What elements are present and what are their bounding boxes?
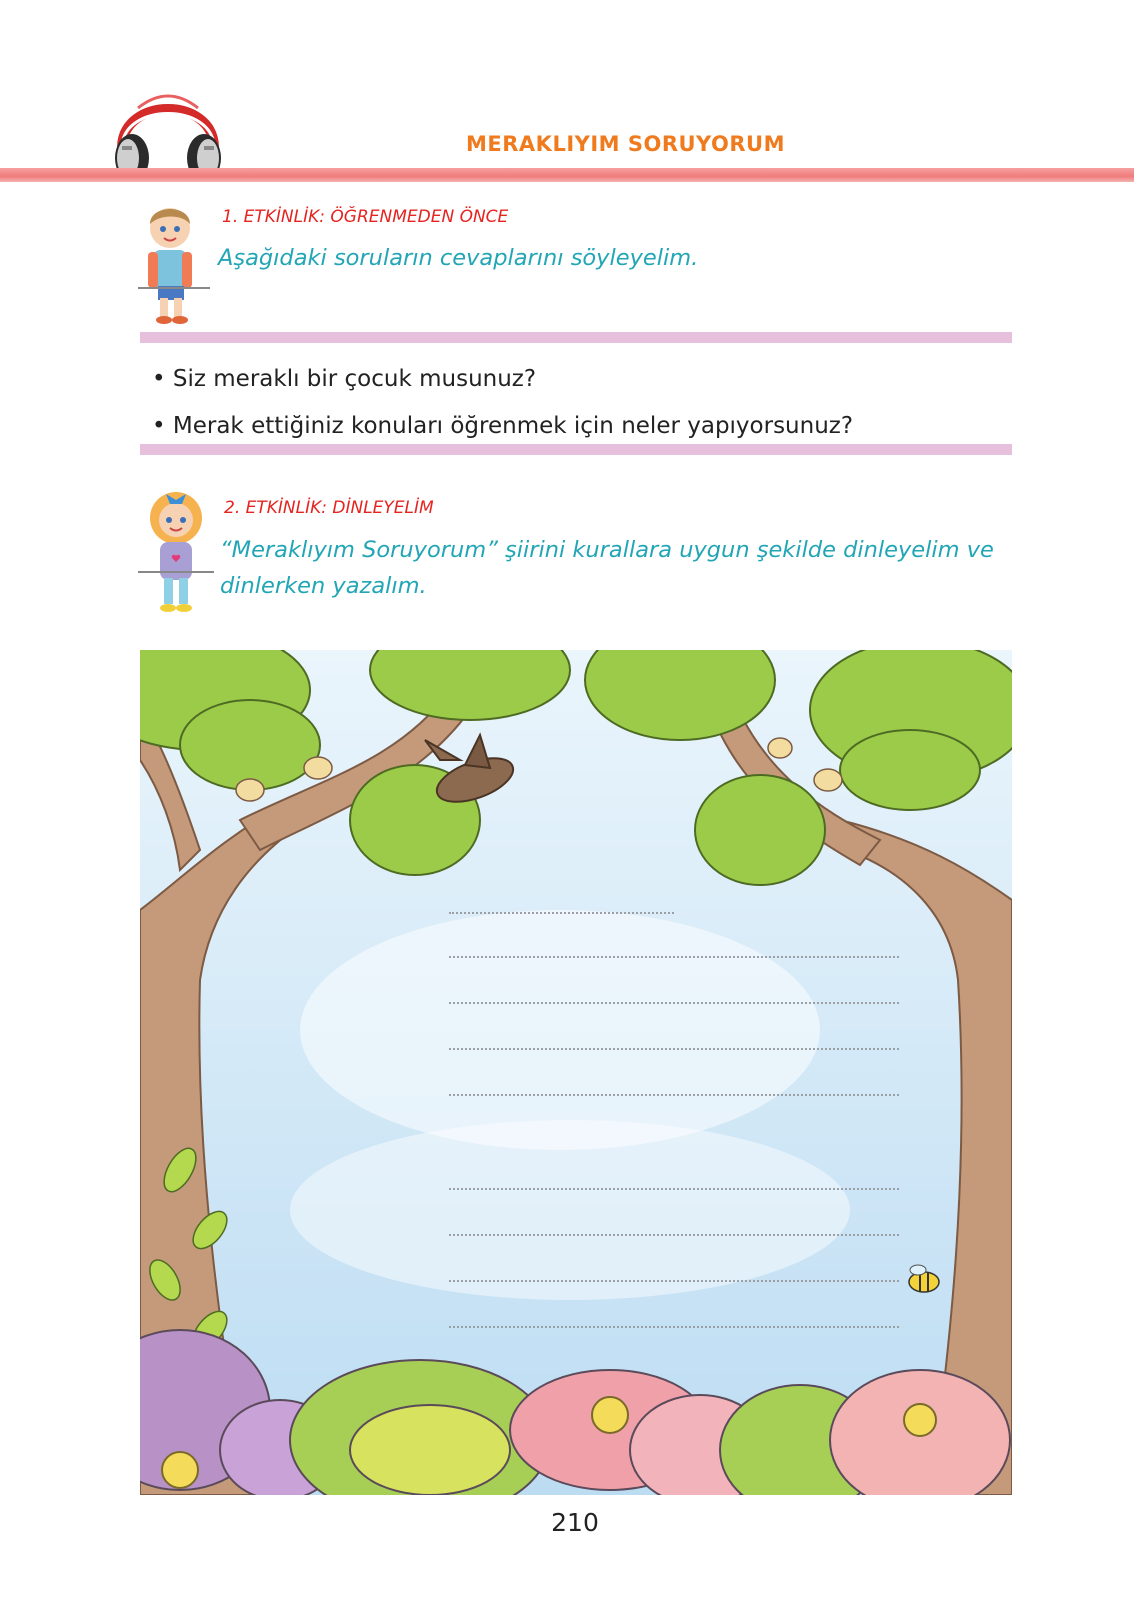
writing-line[interactable] <box>449 1326 899 1328</box>
writing-line-title[interactable] <box>449 912 674 914</box>
divider-bottom <box>140 444 1012 455</box>
activity-2-heading: 2. ETKİNLİK: DİNLEYELİM <box>224 498 434 518</box>
boy-character-icon <box>138 200 210 330</box>
activity-1-instruction: Aşağıdaki soruların cevaplarını söyleyelim. <box>218 245 699 271</box>
question-item: • Siz meraklı bir çocuk musunuz? <box>152 356 853 403</box>
writing-line[interactable] <box>449 1280 899 1282</box>
nature-scene-image <box>140 650 1012 1495</box>
divider-top <box>140 332 1012 343</box>
page-number: 210 <box>551 1508 599 1537</box>
writing-line[interactable] <box>449 956 899 958</box>
activity-2-instruction: “Meraklıyım Soruyorum” şiirini kurallara uygun şekilde dinleyelim ve dinlerken yazalım. <box>220 537 994 599</box>
writing-line[interactable] <box>449 1234 899 1236</box>
question-list <box>152 356 853 450</box>
tree-illustration <box>140 650 1012 1495</box>
header-divider <box>0 168 1134 182</box>
girl-character-icon <box>138 488 214 618</box>
writing-line[interactable] <box>449 1094 899 1096</box>
question-item: • Merak ettiğiniz konuları öğrenmek için neler yapıyorsunuz? <box>152 403 853 450</box>
writing-line[interactable] <box>449 1188 899 1190</box>
writing-line[interactable] <box>449 1002 899 1004</box>
writing-line[interactable] <box>449 1048 899 1050</box>
activity-1-heading: 1. ETKİNLİK: ÖĞRENMEDEN ÖNCE <box>222 207 509 227</box>
page-title: MERAKLIYIM SORUYORUM <box>466 132 785 156</box>
